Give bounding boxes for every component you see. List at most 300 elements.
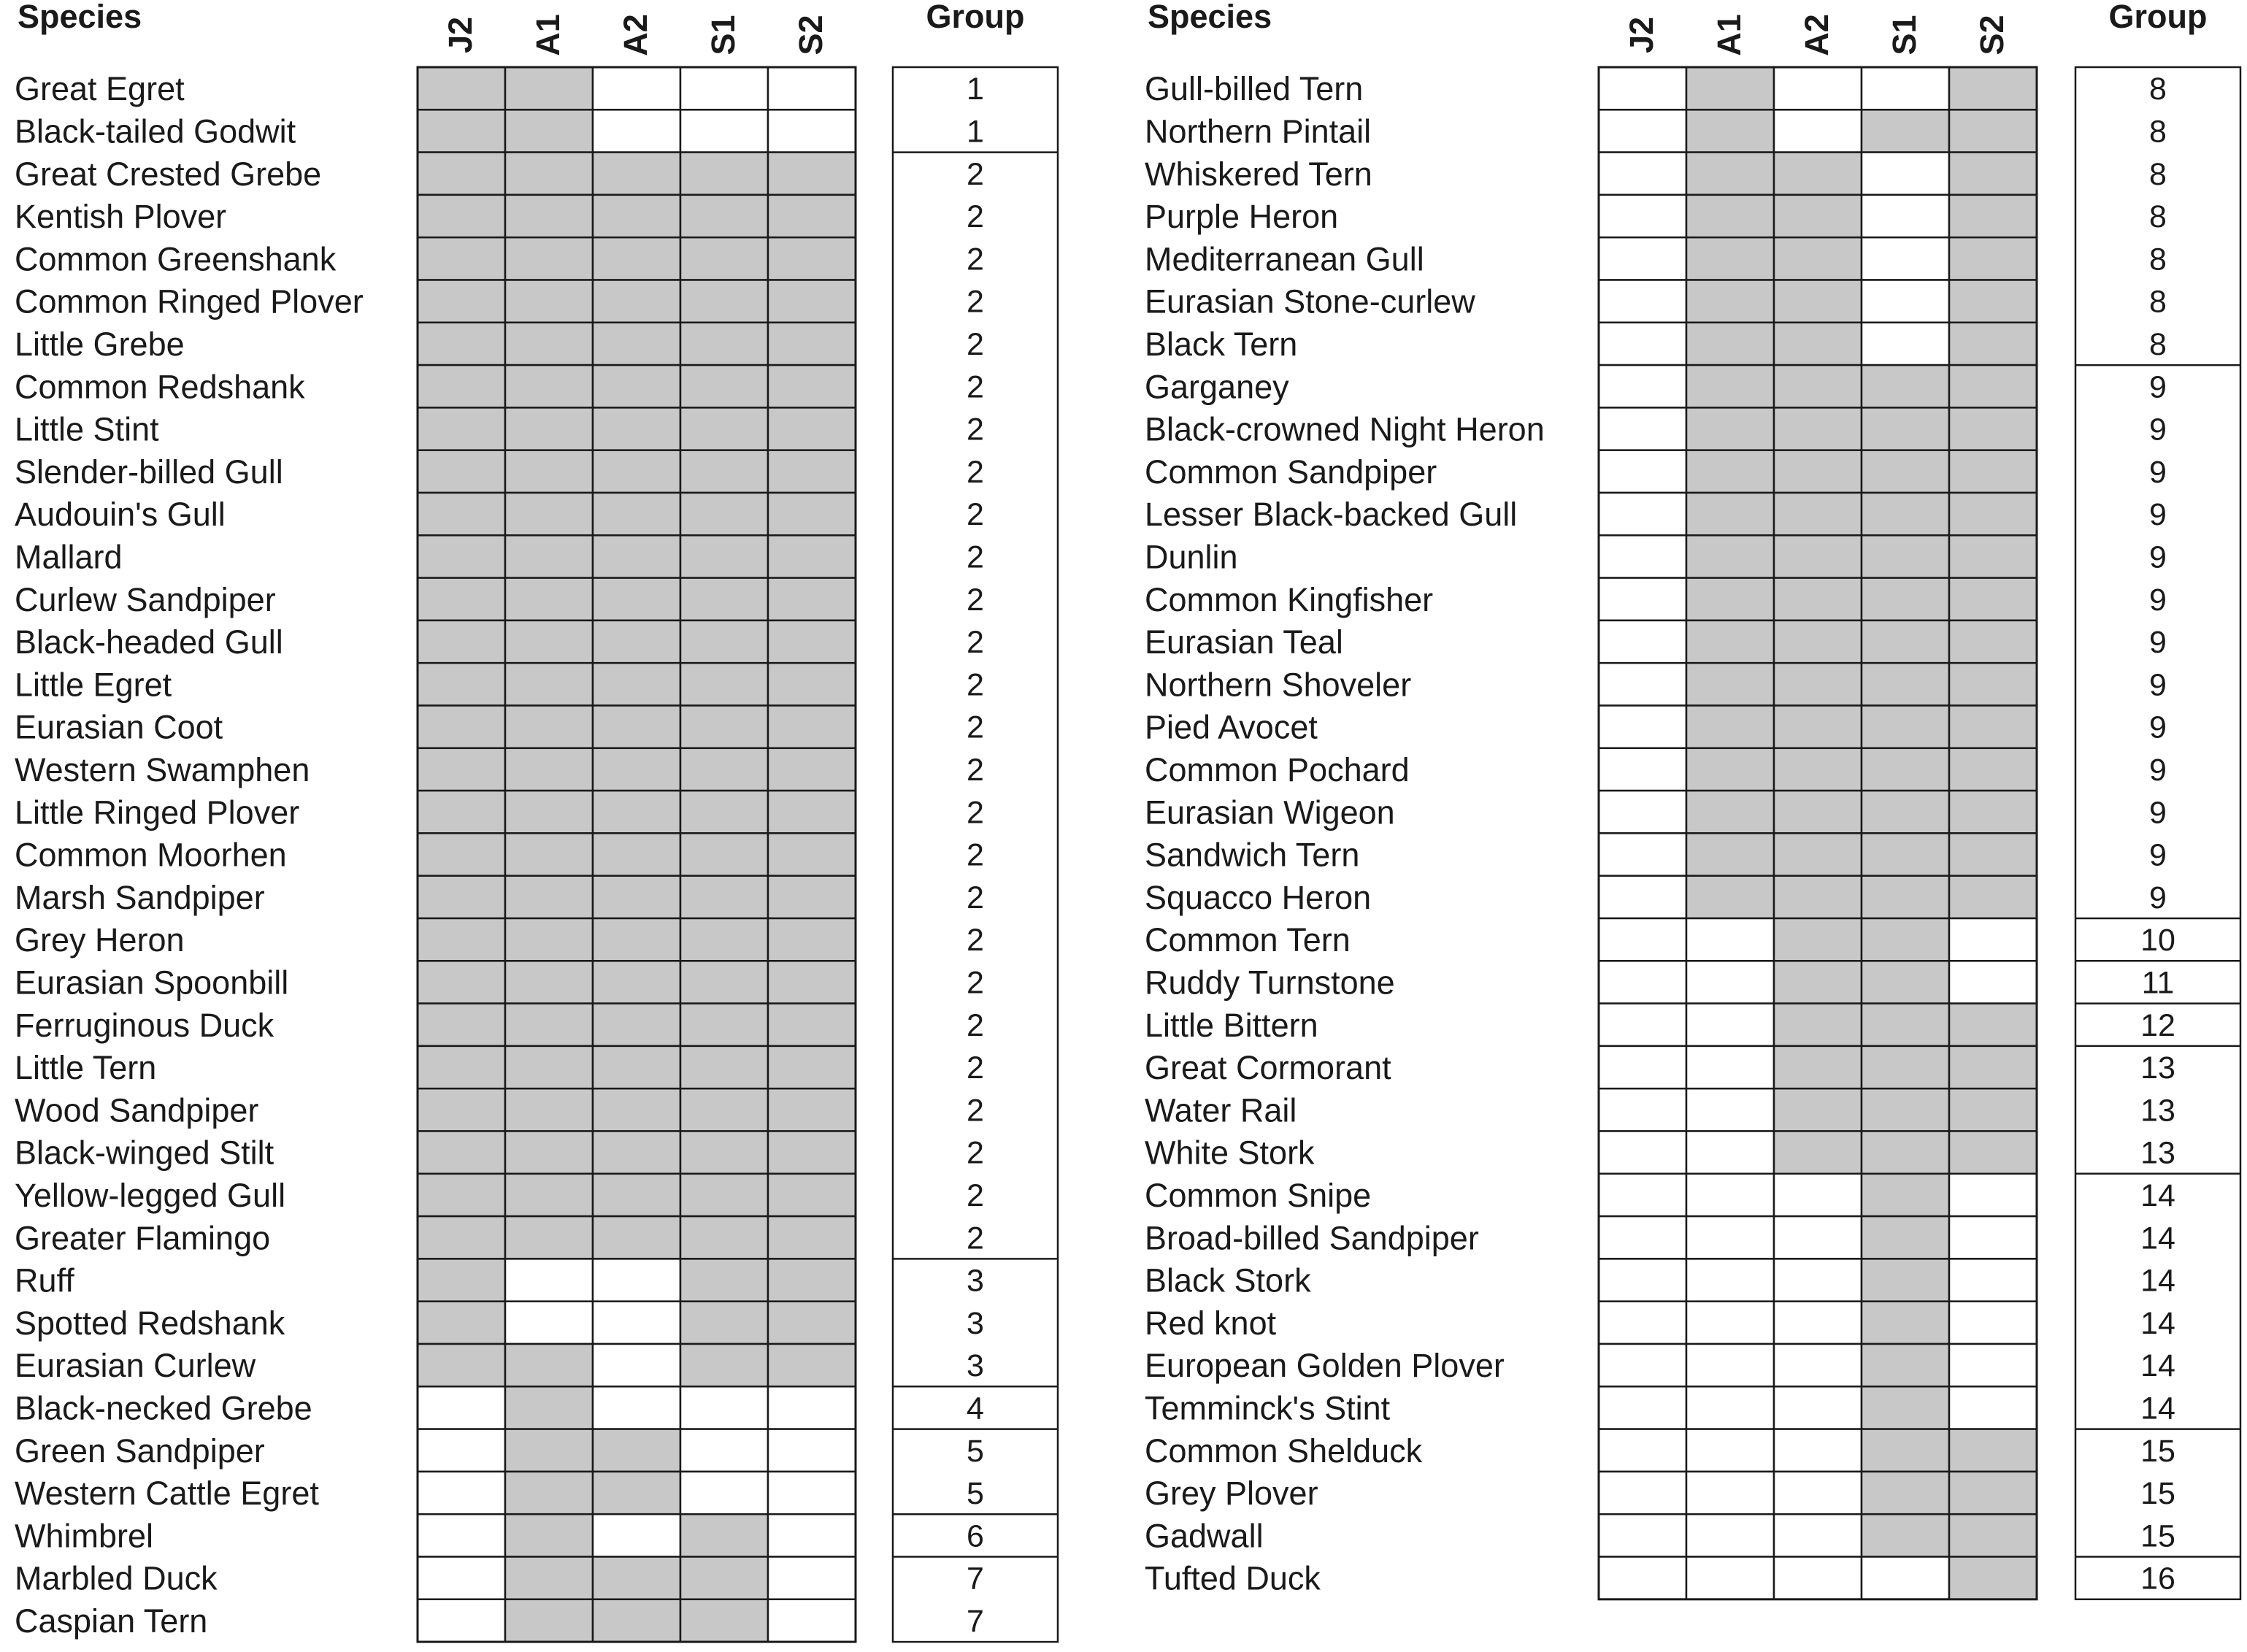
cell-a2: [1774, 195, 1862, 237]
cell-a1: [505, 450, 593, 493]
cell-s2: [768, 1216, 856, 1259]
cell-a1: [505, 1514, 593, 1556]
group-value: 2: [967, 412, 984, 447]
cell-a2: [593, 110, 680, 152]
group-value: 9: [2149, 667, 2167, 703]
cell-a1: [505, 748, 593, 791]
cell-s2: [1949, 1472, 2037, 1514]
cell-a1: [1686, 280, 1774, 323]
cell-s2: [768, 1046, 856, 1088]
species-label: Common Snipe: [1145, 1176, 1372, 1214]
group-value: 9: [2149, 795, 2167, 831]
cell-s2: [1949, 110, 2037, 152]
species-label: Black-headed Gull: [15, 623, 283, 661]
group-value: 10: [2140, 923, 2175, 958]
cell-a1: [505, 1599, 593, 1642]
cell-a1: [1686, 323, 1774, 365]
cell-a1: [1686, 1472, 1774, 1514]
cell-a2: [593, 1132, 680, 1174]
cell-a2: [593, 280, 680, 323]
group-value: 9: [2149, 497, 2167, 533]
species-label: Spotted Redshank: [15, 1304, 285, 1342]
left-panel: [15, 0, 1058, 1642]
cell-j2: [418, 407, 505, 450]
cell-a1: [1686, 153, 1774, 195]
cell-j2: [1599, 365, 1686, 407]
cell-j2: [418, 578, 505, 621]
cell-a1: [1686, 407, 1774, 450]
cell-s2: [1949, 450, 2037, 493]
cell-a2: [593, 621, 680, 663]
cell-s1: [680, 153, 768, 195]
cell-j2: [418, 67, 505, 110]
cell-j2: [1599, 1557, 1686, 1599]
species-label: Purple Heron: [1145, 198, 1339, 236]
cell-s2: [768, 621, 856, 663]
cell-s2: [1949, 621, 2037, 663]
cell-a1: [1686, 1216, 1774, 1259]
cell-j2: [1599, 876, 1686, 918]
cell-a1: [505, 67, 593, 110]
cell-a2: [1774, 280, 1862, 323]
species-label: Whimbrel: [15, 1517, 154, 1555]
cell-j2: [418, 1088, 505, 1131]
species-label: Black-crowned Night Heron: [1145, 410, 1545, 448]
species-label: Marsh Sandpiper: [15, 878, 265, 916]
species-label: Black Stork: [1145, 1261, 1311, 1299]
cell-s1: [680, 1216, 768, 1259]
cell-s2: [1949, 748, 2037, 791]
cell-s2: [768, 1004, 856, 1046]
group-value: 2: [967, 1177, 984, 1213]
cell-a2: [1774, 450, 1862, 493]
cell-a2: [593, 1088, 680, 1131]
cell-s2: [768, 1429, 856, 1472]
cell-s1: [680, 1599, 768, 1642]
cell-a1: [505, 663, 593, 705]
cell-s2: [768, 961, 856, 1003]
cell-a1: [505, 493, 593, 535]
species-label: Mallard: [15, 538, 123, 576]
cell-a1: [505, 535, 593, 577]
cell-s2: [1949, 918, 2037, 961]
species-label: Common Pochard: [1145, 750, 1410, 788]
cell-s1: [680, 1088, 768, 1131]
group-value: 2: [967, 539, 984, 575]
cell-s1: [1862, 1174, 1949, 1216]
cell-s1: [1862, 67, 1949, 110]
cell-a1: [505, 876, 593, 918]
cell-s2: [1949, 833, 2037, 875]
cell-j2: [1599, 195, 1686, 237]
cell-a2: [593, 535, 680, 577]
species-label: Yellow-legged Gull: [15, 1176, 286, 1214]
group-value: 2: [967, 1050, 984, 1086]
cell-a1: [505, 237, 593, 280]
column-label-s2: S2: [792, 15, 829, 55]
group-value: 15: [2140, 1433, 2175, 1469]
cell-a1: [505, 110, 593, 152]
cell-s1: [680, 918, 768, 961]
cell-s1: [1862, 153, 1949, 195]
cell-s1: [680, 450, 768, 493]
group-value: 2: [967, 156, 984, 192]
group-value: 5: [967, 1433, 984, 1469]
species-label: White Stork: [1145, 1134, 1315, 1172]
column-label-j2: J2: [442, 16, 479, 54]
species-label: Gull-billed Tern: [1145, 70, 1364, 108]
cell-a1: [505, 918, 593, 961]
cell-a2: [1774, 876, 1862, 918]
cell-s1: [1862, 1004, 1949, 1046]
cell-j2: [1599, 791, 1686, 833]
cell-s2: [1949, 195, 2037, 237]
cell-s1: [680, 961, 768, 1003]
cell-s1: [680, 621, 768, 663]
cell-a2: [1774, 1344, 1862, 1386]
cell-a2: [1774, 407, 1862, 450]
cell-s2: [768, 1302, 856, 1344]
cell-a2: [593, 67, 680, 110]
cell-a1: [505, 1429, 593, 1472]
column-label-j2: J2: [1623, 16, 1660, 54]
cell-j2: [418, 110, 505, 152]
cell-s1: [1862, 706, 1949, 748]
cell-s2: [768, 1472, 856, 1514]
cell-s1: [1862, 1429, 1949, 1472]
cell-a2: [593, 1004, 680, 1046]
cell-j2: [1599, 833, 1686, 875]
cell-a1: [505, 1386, 593, 1429]
group-value: 2: [967, 625, 984, 661]
cell-a2: [1774, 663, 1862, 705]
species-label: Little Bittern: [1145, 1006, 1318, 1044]
group-value: 2: [967, 880, 984, 915]
cell-j2: [418, 1472, 505, 1514]
cell-j2: [418, 280, 505, 323]
cell-s1: [1862, 748, 1949, 791]
species-label: Greater Flamingo: [15, 1219, 271, 1257]
group-value: 7: [967, 1603, 984, 1639]
cell-s2: [768, 578, 856, 621]
cell-j2: [1599, 578, 1686, 621]
cell-a2: [593, 1259, 680, 1301]
species-label: Marbled Duck: [15, 1559, 218, 1597]
species-label: Western Cattle Egret: [15, 1475, 319, 1513]
cell-j2: [418, 1514, 505, 1556]
cell-a2: [593, 1174, 680, 1216]
cell-a1: [505, 195, 593, 237]
cell-s2: [768, 833, 856, 875]
cell-s2: [768, 748, 856, 791]
column-label-s1: S1: [704, 15, 742, 55]
cell-s1: [680, 237, 768, 280]
group-value: 9: [2149, 710, 2167, 745]
cell-s1: [1862, 1557, 1949, 1599]
cell-j2: [1599, 1472, 1686, 1514]
species-label: Kentish Plover: [15, 198, 227, 236]
group-value: 2: [967, 837, 984, 873]
cell-s2: [768, 237, 856, 280]
group-value: 13: [2140, 1135, 2175, 1171]
species-label: Curlew Sandpiper: [15, 580, 276, 618]
cell-a2: [1774, 535, 1862, 577]
group-value: 2: [967, 1093, 984, 1129]
cell-j2: [418, 1259, 505, 1301]
cell-a2: [1774, 1046, 1862, 1088]
cell-s2: [768, 450, 856, 493]
cell-a1: [505, 1472, 593, 1514]
species-label: Eurasian Curlew: [15, 1347, 256, 1385]
cell-s2: [768, 663, 856, 705]
species-label: Eurasian Stone-curlew: [1145, 283, 1475, 320]
cell-s1: [1862, 1344, 1949, 1386]
group-value: 14: [2140, 1177, 2175, 1213]
cell-a1: [505, 578, 593, 621]
cell-s2: [768, 195, 856, 237]
cell-a1: [1686, 1302, 1774, 1344]
cell-a2: [1774, 1216, 1862, 1259]
group-value: 14: [2140, 1263, 2175, 1299]
cell-a2: [593, 195, 680, 237]
species-label: Gadwall: [1145, 1517, 1264, 1555]
cell-s2: [1949, 1132, 2037, 1174]
cell-j2: [418, 961, 505, 1003]
cell-s1: [1862, 365, 1949, 407]
cell-a1: [505, 706, 593, 748]
cell-j2: [418, 237, 505, 280]
cell-a2: [593, 833, 680, 875]
cell-a2: [593, 1344, 680, 1386]
cell-a1: [505, 280, 593, 323]
cell-s2: [768, 535, 856, 577]
cell-s2: [768, 1174, 856, 1216]
cell-a1: [1686, 535, 1774, 577]
cell-j2: [418, 1302, 505, 1344]
species-label: Mediterranean Gull: [1145, 240, 1424, 278]
cell-j2: [1599, 1004, 1686, 1046]
group-value: 2: [967, 199, 984, 235]
species-label: Little Tern: [15, 1049, 157, 1087]
cell-s1: [1862, 876, 1949, 918]
cell-a1: [1686, 748, 1774, 791]
cell-s1: [1862, 578, 1949, 621]
cell-a1: [505, 961, 593, 1003]
cell-s1: [1862, 1472, 1949, 1514]
cell-a2: [593, 1514, 680, 1556]
cell-s1: [1862, 195, 1949, 237]
cell-s1: [680, 706, 768, 748]
cell-s1: [1862, 621, 1949, 663]
cell-a1: [505, 153, 593, 195]
cell-s1: [1862, 280, 1949, 323]
cell-j2: [418, 833, 505, 875]
cell-a2: [1774, 1259, 1862, 1301]
cell-s2: [1949, 1429, 2037, 1472]
cell-j2: [418, 1174, 505, 1216]
cell-a2: [593, 450, 680, 493]
cell-j2: [418, 663, 505, 705]
cell-a2: [593, 748, 680, 791]
cell-s1: [680, 1344, 768, 1386]
cell-s1: [1862, 1132, 1949, 1174]
species-label: Common Tern: [1145, 921, 1351, 959]
group-value: 14: [2140, 1221, 2175, 1256]
cell-s2: [768, 1344, 856, 1386]
cell-a2: [593, 663, 680, 705]
cell-s1: [680, 876, 768, 918]
cell-j2: [1599, 1514, 1686, 1556]
species-label: Great Crested Grebe: [15, 155, 322, 193]
cell-a2: [1774, 1132, 1862, 1174]
cell-s2: [768, 1088, 856, 1131]
species-label: Great Egret: [15, 70, 185, 108]
cell-a2: [593, 1599, 680, 1642]
species-label: Squacco Heron: [1145, 878, 1372, 916]
cell-j2: [418, 493, 505, 535]
cell-s1: [680, 1472, 768, 1514]
group-value: 14: [2140, 1391, 2175, 1426]
column-label-a2: A2: [617, 14, 654, 56]
cell-s1: [1862, 323, 1949, 365]
group-value: 2: [967, 795, 984, 831]
group-value: 2: [967, 497, 984, 533]
cell-j2: [1599, 110, 1686, 152]
cell-j2: [1599, 67, 1686, 110]
cell-s1: [680, 748, 768, 791]
column-label-s2: S2: [1973, 15, 2010, 55]
cell-s2: [768, 1557, 856, 1599]
cell-a1: [505, 407, 593, 450]
cell-a2: [1774, 110, 1862, 152]
cell-a1: [505, 1132, 593, 1174]
cell-a2: [1774, 1429, 1862, 1472]
group-value: 2: [967, 454, 984, 490]
cell-a1: [505, 365, 593, 407]
cell-s1: [680, 280, 768, 323]
cell-a1: [505, 1302, 593, 1344]
group-value: 2: [967, 369, 984, 405]
cell-s2: [1949, 535, 2037, 577]
species-label: European Golden Plover: [1145, 1347, 1505, 1385]
cell-a2: [593, 1302, 680, 1344]
species-label: Sandwich Tern: [1145, 836, 1360, 874]
species-label: Black Tern: [1145, 325, 1298, 363]
cell-a1: [505, 1259, 593, 1301]
cell-j2: [1599, 748, 1686, 791]
group-value: 13: [2140, 1093, 2175, 1129]
cell-a2: [1774, 918, 1862, 961]
cell-j2: [1599, 918, 1686, 961]
cell-j2: [1599, 1386, 1686, 1429]
cell-a1: [1686, 110, 1774, 152]
species-label: Common Ringed Plover: [15, 283, 364, 320]
cell-j2: [418, 1344, 505, 1386]
cell-a1: [1686, 1174, 1774, 1216]
species-label: Wood Sandpiper: [15, 1091, 259, 1129]
group-value: 2: [967, 667, 984, 703]
cell-a1: [505, 1344, 593, 1386]
cell-a2: [593, 961, 680, 1003]
cell-s1: [1862, 791, 1949, 833]
cell-j2: [418, 323, 505, 365]
cell-s2: [768, 1386, 856, 1429]
cell-s2: [1949, 1386, 2037, 1429]
cell-s1: [680, 663, 768, 705]
cell-j2: [1599, 237, 1686, 280]
group-value: 8: [2149, 199, 2167, 235]
species-label: Eurasian Wigeon: [1145, 794, 1395, 831]
group-value: 4: [967, 1391, 984, 1426]
cell-s1: [1862, 110, 1949, 152]
species-label: Black-tailed Godwit: [15, 112, 296, 150]
cell-a2: [593, 493, 680, 535]
species-label: Pied Avocet: [1145, 708, 1318, 746]
cell-j2: [1599, 1174, 1686, 1216]
cell-s1: [1862, 535, 1949, 577]
column-label-s1: S1: [1886, 15, 1923, 55]
cell-a1: [505, 1088, 593, 1131]
cell-j2: [1599, 663, 1686, 705]
species-label: Tufted Duck: [1145, 1559, 1321, 1597]
group-value: 2: [967, 326, 984, 362]
group-header: Group: [2108, 0, 2208, 35]
cell-s2: [1949, 876, 2037, 918]
cell-s2: [1949, 961, 2037, 1003]
cell-a2: [1774, 706, 1862, 748]
group-value: 9: [2149, 880, 2167, 915]
cell-s2: [1949, 706, 2037, 748]
species-label: Lesser Black-backed Gull: [1145, 496, 1518, 534]
cell-a1: [505, 323, 593, 365]
cell-j2: [418, 535, 505, 577]
species-label: Black-necked Grebe: [15, 1389, 312, 1427]
cell-a1: [505, 791, 593, 833]
cell-s1: [680, 365, 768, 407]
cell-j2: [418, 621, 505, 663]
species-label: Common Shelduck: [1145, 1432, 1423, 1469]
cell-j2: [1599, 1429, 1686, 1472]
species-label: Eurasian Spoonbill: [15, 964, 289, 1002]
group-value: 2: [967, 923, 984, 958]
cell-a1: [505, 1004, 593, 1046]
species-label: Audouin's Gull: [15, 496, 226, 534]
cell-s1: [1862, 1302, 1949, 1344]
cell-s2: [1949, 237, 2037, 280]
group-value: 1: [967, 114, 984, 150]
cell-a1: [1686, 1259, 1774, 1301]
cell-a1: [1686, 833, 1774, 875]
cell-a2: [593, 365, 680, 407]
cell-a2: [593, 876, 680, 918]
cell-a1: [505, 1174, 593, 1216]
group-value: 14: [2140, 1305, 2175, 1341]
column-label-a1: A1: [529, 14, 566, 56]
cell-a2: [1774, 323, 1862, 365]
cell-a2: [593, 1386, 680, 1429]
column-label-a2: A2: [1798, 14, 1835, 56]
species-header: Species: [18, 0, 142, 35]
cell-s1: [680, 323, 768, 365]
cell-s2: [1949, 1302, 2037, 1344]
species-label: Whiskered Tern: [1145, 155, 1372, 193]
group-value: 2: [967, 1135, 984, 1171]
cell-s1: [680, 791, 768, 833]
cell-s1: [680, 833, 768, 875]
cell-a1: [1686, 578, 1774, 621]
group-value: 1: [967, 72, 984, 107]
group-value: 2: [967, 582, 984, 618]
